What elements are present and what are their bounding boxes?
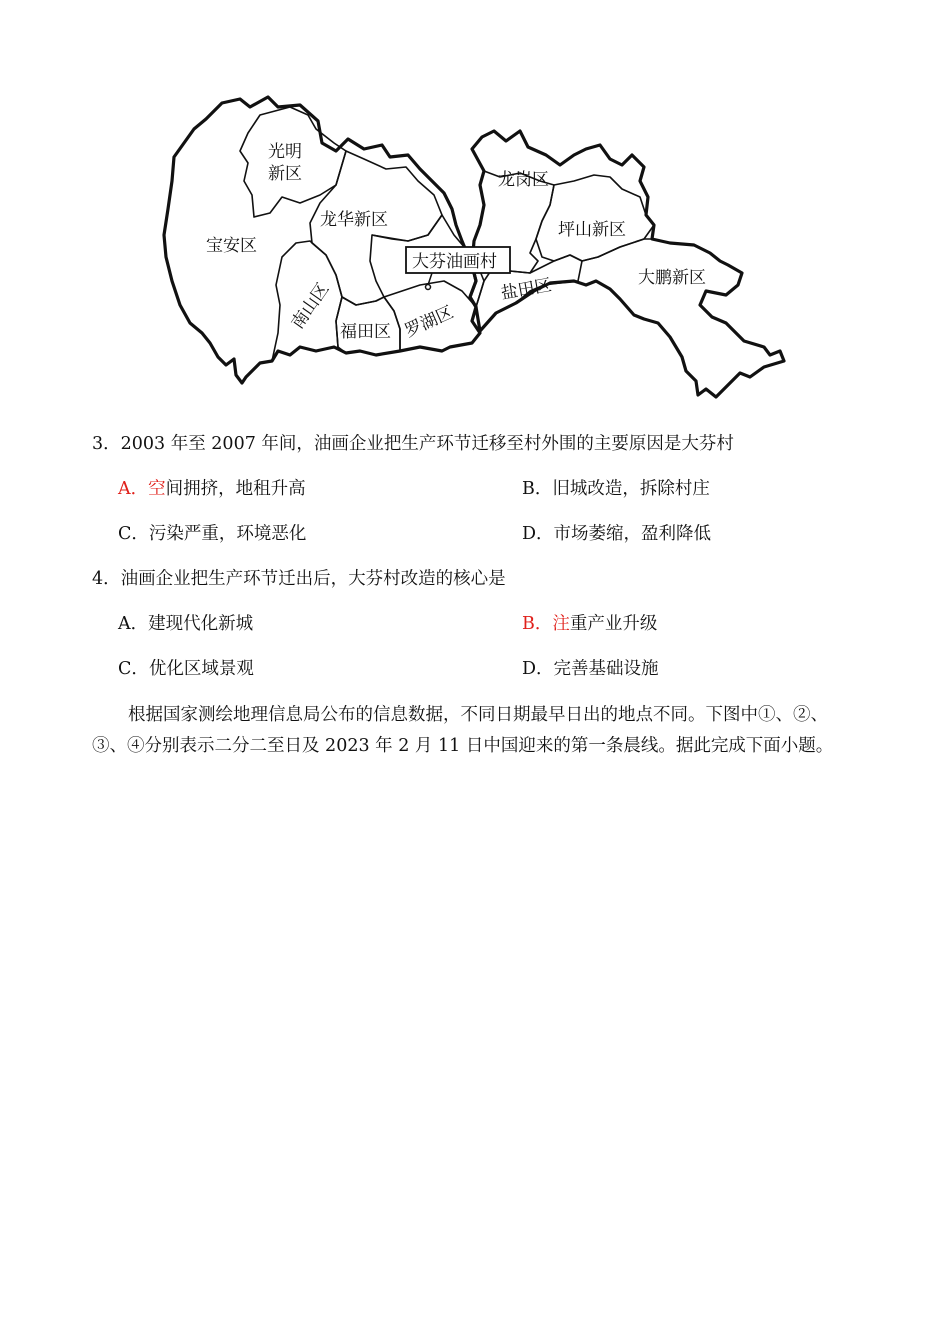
- passage-text: 根据国家测绘地理信息局公布的信息数据，不同日期最早日出的地点不同。下图中①、②、③、④分别表示二分二至日及 2023 年 2 月 11 日中国迎来的第一条晨线。据此完成下面小题。: [92, 705, 834, 756]
- label-longgang: 龙岗区: [498, 170, 549, 190]
- q4-option-b-text: 重产业升级: [569, 614, 658, 634]
- question-3-stem: 3．2003 年至 2007 年间，油画企业把生产环节迁移至村外围的主要原因是大芬村: [92, 434, 734, 454]
- q3-option-a-text: 间拥挤，地租升高: [165, 479, 306, 499]
- shenzhen-district-map: [150, 85, 800, 415]
- label-pingshan: 坪山新区: [558, 220, 626, 240]
- q3-option-a: [118, 477, 306, 501]
- label-nanshan: 南山区: [287, 279, 334, 333]
- q3-option-a-key: A．空: [118, 479, 166, 499]
- q4-option-c: C．优化区域景观: [118, 659, 254, 679]
- q4-option-b: [522, 612, 657, 636]
- label-dapeng: 大鹏新区: [638, 268, 706, 288]
- question-4-stem: 4．油画企业把生产环节迁出后，大芬村改造的核心是: [92, 569, 506, 589]
- passage-paragraph: [92, 700, 862, 762]
- q4-option-b-key: B．注: [522, 614, 570, 634]
- village-marker: [426, 285, 431, 290]
- label-guangming-1: 光明: [268, 142, 302, 162]
- label-baoan: 宝安区: [206, 236, 257, 256]
- q3-option-c: C．污染严重，环境恶化: [118, 524, 307, 544]
- callout-label: 大芬油画村: [412, 252, 497, 272]
- q3-option-d: D．市场萎缩，盈利降低: [522, 524, 712, 544]
- q4-option-a: A．建现代化新城: [118, 614, 254, 634]
- label-guangming-2: 新区: [268, 164, 302, 184]
- label-longhua: 龙华新区: [320, 210, 388, 230]
- q4-option-d: D．完善基础设施: [522, 659, 659, 679]
- label-futian: 福田区: [340, 322, 391, 342]
- q3-option-b: B．旧城改造，拆除村庄: [522, 479, 710, 499]
- label-yantian: 盐田区: [499, 275, 554, 304]
- map-svg: [150, 85, 800, 415]
- label-luohu: 罗湖区: [401, 302, 457, 342]
